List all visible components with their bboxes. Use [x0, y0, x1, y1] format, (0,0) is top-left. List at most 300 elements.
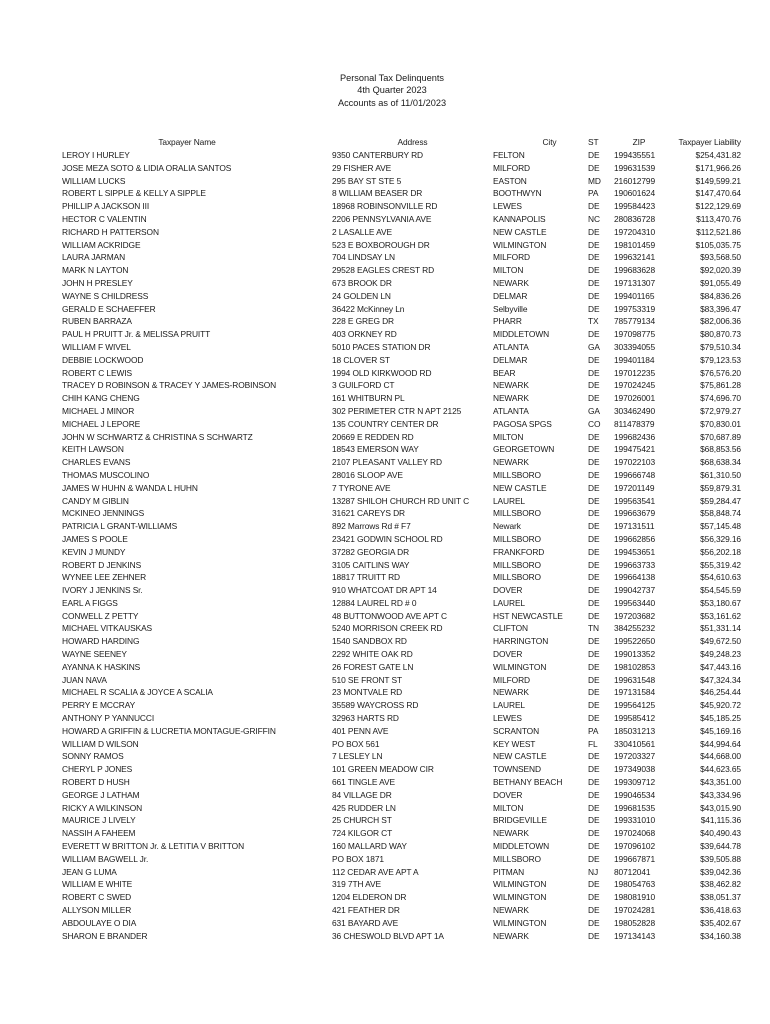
zip-cell: 199663733: [614, 559, 656, 570]
address-cell: 421 FEATHER DR: [332, 905, 400, 916]
state-cell: DE: [588, 802, 600, 813]
address-cell: 631 BAYARD AVE: [332, 917, 399, 928]
liability-cell: $44,668.00: [700, 751, 741, 762]
state-cell: DE: [588, 649, 600, 660]
liability-cell: $171,966.26: [695, 162, 741, 173]
address-cell: 84 VILLAGE DR: [332, 789, 392, 800]
state-cell: DE: [588, 674, 600, 685]
state-cell: DE: [588, 265, 600, 276]
liability-cell: $91,055.49: [700, 277, 741, 288]
zip-cell: 197134143: [614, 930, 656, 941]
taxpayer-name-cell: RUBEN BARRAZA: [62, 316, 132, 327]
city-cell: NEWARK: [493, 687, 529, 698]
state-cell: DE: [588, 853, 600, 864]
city-cell: GEORGETOWN: [493, 444, 555, 455]
address-cell: 135 COUNTRY CENTER DR: [332, 418, 439, 429]
city-cell: MILTON: [493, 265, 524, 276]
taxpayer-name-cell: HECTOR C VALENTIN: [62, 213, 147, 224]
table-row: [62, 610, 741, 623]
state-cell: MD: [588, 175, 601, 186]
state-cell: DE: [588, 661, 600, 672]
address-cell: 18 CLOVER ST: [332, 354, 390, 365]
city-cell: MIDDLETOWN: [493, 329, 550, 340]
state-cell: DE: [588, 879, 600, 890]
state-cell: DE: [588, 892, 600, 903]
table-row: [62, 482, 741, 495]
liability-cell: $46,254.44: [700, 687, 741, 698]
address-cell: 24 GOLDEN LN: [332, 290, 391, 301]
zip-cell: 199631548: [614, 674, 656, 685]
table-row: [62, 853, 741, 866]
zip-cell: 199667871: [614, 853, 656, 864]
zip-cell: 197203682: [614, 610, 656, 621]
zip-cell: 198081910: [614, 892, 656, 903]
taxpayer-name-cell: WILLIAM ACKRIDGE: [62, 239, 141, 250]
liability-cell: $56,329.16: [700, 533, 741, 544]
zip-cell: 811478379: [614, 418, 655, 429]
city-cell: MILFORD: [493, 252, 530, 263]
city-cell: DOVER: [493, 789, 523, 800]
city-cell: LAUREL: [493, 700, 525, 711]
address-cell: 23421 GODWIN SCHOOL RD: [332, 533, 443, 544]
address-cell: PO BOX 561: [332, 738, 380, 749]
table-row: [62, 802, 741, 815]
state-cell: DE: [588, 700, 600, 711]
taxpayer-name-cell: ROBERT L SIPPLE & KELLY A SIPPLE: [62, 188, 206, 199]
address-cell: 302 PERIMETER CTR N APT 2125: [332, 405, 462, 416]
liability-cell: $54,610.63: [700, 572, 741, 583]
address-cell: 35589 WAYCROSS RD: [332, 700, 419, 711]
city-cell: LAUREL: [493, 495, 525, 506]
city-cell: KANNAPOLIS: [493, 213, 546, 224]
liability-cell: $80,870.73: [700, 329, 741, 340]
table-row: [62, 251, 741, 264]
state-cell: DE: [588, 917, 600, 928]
table-row: [62, 725, 741, 738]
state-cell: DE: [588, 789, 600, 800]
city-cell: WILMINGTON: [493, 892, 547, 903]
city-cell: DOVER: [493, 585, 523, 596]
zip-cell: 199013352: [614, 649, 656, 660]
zip-cell: 199666748: [614, 469, 656, 480]
taxpayer-name-cell: WILLIAM D WILSON: [62, 738, 139, 749]
taxpayer-name-cell: ANTHONY P YANNUCCI: [62, 713, 155, 724]
liability-cell: $44,623.65: [700, 764, 741, 775]
liability-cell: $47,443.16: [700, 661, 741, 672]
state-cell: DE: [588, 329, 600, 340]
liability-cell: $55,319.42: [700, 559, 741, 570]
zip-cell: 199632141: [614, 252, 656, 263]
liability-cell: $38,462.82: [700, 879, 741, 890]
city-cell: WILMINGTON: [493, 917, 547, 928]
city-cell: ATLANTA: [493, 341, 529, 352]
table-row: [62, 443, 741, 456]
address-cell: 3105 CAITLINS WAY: [332, 559, 410, 570]
table-row: [62, 776, 741, 789]
zip-cell: 199453651: [614, 546, 656, 557]
report-period: 4th Quarter 2023: [357, 85, 427, 96]
city-cell: HARRINGTON: [493, 636, 549, 647]
taxpayer-name-cell: MICHAEL J LEPORE: [62, 418, 141, 429]
zip-cell: 303462490: [614, 405, 656, 416]
taxpayer-name-cell: JOSE MEZA SOTO & LIDIA ORALIA SANTOS: [62, 162, 232, 173]
taxpayer-name-cell: WAYNE S CHILDRESS: [62, 290, 149, 301]
address-cell: 161 WHITBURN PL: [332, 393, 405, 404]
liability-cell: $83,396.47: [700, 303, 741, 314]
liability-cell: $43,334.96: [700, 789, 741, 800]
liability-cell: $74,696.70: [700, 393, 741, 404]
zip-cell: 197026001: [614, 393, 656, 404]
state-cell: DE: [588, 252, 600, 263]
zip-cell: 199681535: [614, 802, 656, 813]
zip-cell: 199584423: [614, 201, 656, 212]
address-cell: 112 CEDAR AVE APT A: [332, 866, 419, 877]
zip-cell: 199042737: [614, 585, 656, 596]
address-cell: 18968 ROBINSONVILLE RD: [332, 201, 438, 212]
liability-cell: $82,006.36: [700, 316, 741, 327]
table-row: [62, 814, 741, 827]
state-cell: DE: [588, 367, 600, 378]
address-cell: 101 GREEN MEADOW CIR: [332, 764, 434, 775]
table-row: [62, 827, 741, 840]
table-row: [62, 187, 741, 200]
table-row: [62, 584, 741, 597]
address-cell: 319 7TH AVE: [332, 879, 382, 890]
liability-cell: $76,576.20: [700, 367, 741, 378]
taxpayer-name-cell: LEROY I HURLEY: [62, 150, 130, 160]
liability-cell: $149,599.21: [695, 175, 741, 186]
liability-cell: $147,470.64: [695, 188, 741, 199]
state-cell: DE: [588, 559, 600, 570]
table-row: [62, 354, 741, 367]
table-row: [62, 789, 741, 802]
zip-cell: 280836728: [614, 213, 656, 224]
zip-cell: 199753319: [614, 303, 656, 314]
address-cell: 7 TYRONE AVE: [332, 482, 391, 493]
taxpayer-name-cell: CHARLES EVANS: [62, 457, 131, 468]
liability-cell: $35,402.67: [700, 917, 741, 928]
address-cell: 48 BUTTONWOOD AVE APT C: [332, 610, 447, 621]
report-title: Personal Tax Delinquents: [339, 73, 445, 83]
liability-cell: $61,310.50: [700, 469, 741, 480]
taxpayer-name-cell: CANDY M GIBLIN: [62, 495, 129, 506]
city-cell: PITMAN: [493, 866, 525, 877]
state-cell: DE: [588, 393, 600, 404]
taxpayer-name-cell: JAMES W HUHN & WANDA L HUHN: [62, 482, 198, 493]
zip-cell: 197024245: [614, 380, 656, 391]
zip-cell: 80712041: [614, 866, 651, 877]
address-cell: 661 TINGLE AVE: [332, 777, 395, 788]
liability-cell: $70,830.01: [700, 418, 741, 429]
zip-cell: 197098775: [614, 329, 656, 340]
zip-cell: 199475421: [614, 444, 656, 455]
column-header-state: ST: [588, 137, 599, 147]
taxpayer-name-cell: ABDOULAYE O DIA: [62, 917, 137, 928]
city-cell: BRIDGEVILLE: [493, 815, 547, 826]
state-cell: DE: [588, 150, 600, 160]
state-cell: DE: [588, 546, 600, 557]
state-cell: NC: [588, 213, 600, 224]
state-cell: DE: [588, 687, 600, 698]
city-cell: MILFORD: [493, 674, 530, 685]
table-row: [62, 277, 741, 290]
table-row: [62, 341, 741, 354]
state-cell: DE: [588, 585, 600, 596]
city-cell: MILFORD: [493, 162, 530, 173]
city-cell: PHARR: [493, 316, 522, 327]
taxpayer-name-cell: JUAN NAVA: [62, 674, 107, 685]
liability-cell: $39,505.88: [700, 853, 741, 864]
city-cell: FRANKFORD: [493, 546, 545, 557]
address-cell: 160 MALLARD WAY: [332, 841, 407, 852]
zip-cell: 330410561: [614, 738, 656, 749]
taxpayer-name-cell: EARL A FIGGS: [62, 597, 118, 608]
table-row: [62, 264, 741, 277]
zip-cell: 199401165: [614, 290, 655, 301]
liability-cell: $39,042.36: [700, 866, 741, 877]
state-cell: DE: [588, 226, 600, 237]
taxpayer-name-cell: SONNY RAMOS: [62, 751, 124, 762]
taxpayer-name-cell: MARK N LAYTON: [62, 265, 129, 276]
table-row: [62, 226, 741, 239]
table-row: [62, 239, 741, 252]
zip-cell: 197131511: [614, 521, 655, 532]
liability-cell: $38,051.37: [700, 892, 741, 903]
zip-cell: 199309712: [614, 777, 656, 788]
city-cell: BEAR: [493, 367, 516, 378]
zip-cell: 198102853: [614, 661, 656, 672]
address-cell: 510 SE FRONT ST: [332, 674, 403, 685]
taxpayer-name-cell: ROBERT D HUSH: [62, 777, 130, 788]
liability-cell: $49,672.50: [700, 636, 741, 647]
address-cell: 910 WHATCOAT DR APT 14: [332, 585, 437, 596]
state-cell: DE: [588, 277, 600, 288]
state-cell: PA: [588, 188, 599, 199]
table-row: [62, 763, 741, 776]
city-cell: WILMINGTON: [493, 661, 547, 672]
state-cell: DE: [588, 431, 600, 442]
city-cell: MILLSBORO: [493, 572, 541, 583]
taxpayer-name-cell: SHARON E BRANDER: [62, 930, 148, 941]
zip-cell: 199664138: [614, 572, 656, 583]
taxpayer-name-cell: HOWARD HARDING: [62, 636, 140, 647]
zip-cell: 197204310: [614, 226, 656, 237]
address-cell: 1540 SANDBOX RD: [332, 636, 407, 647]
zip-cell: 199662856: [614, 533, 656, 544]
zip-cell: 199682436: [614, 431, 656, 442]
liability-cell: $93,568.50: [700, 252, 741, 263]
state-cell: DE: [588, 572, 600, 583]
table-row: [62, 559, 741, 572]
zip-cell: 199331010: [614, 815, 656, 826]
zip-cell: 216012799: [614, 175, 656, 186]
taxpayer-name-cell: THOMAS MUSCOLINO: [62, 469, 150, 480]
table-row: [62, 469, 741, 482]
taxpayer-name-cell: LAURA JARMAN: [62, 252, 126, 263]
address-cell: 403 ORKNEY RD: [332, 329, 397, 340]
taxpayer-name-cell: MICHAEL VITKAUSKAS: [62, 623, 153, 634]
table-row: [62, 597, 741, 610]
state-cell: DE: [588, 444, 600, 455]
city-cell: NEWARK: [493, 277, 529, 288]
liability-cell: $59,284.47: [700, 495, 741, 506]
address-cell: 32963 HARTS RD: [332, 713, 399, 724]
table-row: [62, 674, 741, 687]
table-row: [62, 303, 741, 316]
city-cell: MILLSBORO: [493, 469, 541, 480]
state-cell: DE: [588, 815, 600, 826]
state-cell: CO: [588, 418, 601, 429]
city-cell: KEY WEST: [493, 738, 536, 749]
taxpayer-name-cell: WILLIAM BAGWELL Jr.: [62, 853, 149, 864]
city-cell: NEWARK: [493, 393, 529, 404]
city-cell: NEWARK: [493, 457, 529, 468]
address-cell: 7 LESLEY LN: [332, 751, 383, 762]
taxpayer-name-cell: PAUL H PRUITT Jr. & MELISSA PRUITT: [62, 329, 211, 340]
zip-cell: 199663679: [614, 508, 656, 519]
table-row: [62, 712, 741, 725]
taxpayer-name-cell: PHILLIP A JACKSON III: [62, 201, 150, 212]
address-cell: 12884 LAUREL RD # 0: [332, 597, 417, 608]
table-row: [62, 328, 741, 341]
state-cell: DE: [588, 457, 600, 468]
taxpayer-name-cell: PERRY E MCCRAY: [62, 700, 136, 711]
taxpayer-name-cell: CONWELL Z PETTY: [62, 610, 139, 621]
table-row: [62, 635, 741, 648]
delinquents-table: [62, 136, 741, 942]
zip-cell: 190601624: [614, 188, 656, 199]
report-header: [0, 72, 770, 109]
city-cell: MILLSBORO: [493, 508, 541, 519]
state-cell: TX: [588, 316, 599, 327]
column-header-city: City: [542, 137, 557, 147]
taxpayer-name-cell: MAURICE J LIVELY: [62, 815, 136, 826]
city-cell: EASTON: [493, 175, 527, 186]
zip-cell: 185031213: [614, 725, 656, 736]
taxpayer-name-cell: WILLIAM E WHITE: [62, 879, 133, 890]
address-cell: 36 CHESWOLD BLVD APT 1A: [332, 930, 444, 941]
state-cell: DE: [588, 777, 600, 788]
taxpayer-name-cell: PATRICIA L GRANT-WILLIAMS: [62, 521, 178, 532]
address-cell: 523 E BOXBOROUGH DR: [332, 239, 430, 250]
address-cell: 401 PENN AVE: [332, 725, 389, 736]
address-cell: 9350 CANTERBURY RD: [332, 150, 423, 160]
taxpayer-name-cell: MICHAEL J MINOR: [62, 405, 135, 416]
column-header-address: Address: [397, 137, 428, 147]
city-cell: MILTON: [493, 431, 524, 442]
address-cell: 18817 TRUITT RD: [332, 572, 401, 583]
city-cell: BOOTHWYN: [493, 188, 542, 199]
liability-cell: $68,638.34: [700, 457, 741, 468]
state-cell: DE: [588, 828, 600, 839]
zip-cell: 197096102: [614, 841, 656, 852]
table-header-row: [62, 136, 741, 149]
taxpayer-name-cell: MICHAEL R SCALIA & JOYCE A SCALIA: [62, 687, 213, 698]
taxpayer-name-cell: AYANNA K HASKINS: [62, 661, 141, 672]
address-cell: 892 Marrows Rd # F7: [332, 521, 411, 532]
liability-cell: $47,324.34: [700, 674, 741, 685]
table-row: [62, 520, 741, 533]
city-cell: Newark: [493, 521, 521, 532]
zip-cell: 199563541: [614, 495, 656, 506]
taxpayer-name-cell: RICKY A WILKINSON: [62, 802, 143, 813]
taxpayer-name-cell: MCKINEO JENNINGS: [62, 508, 145, 519]
address-cell: 36422 McKinney Ln: [332, 303, 405, 314]
liability-cell: $54,545.59: [700, 585, 741, 596]
city-cell: MILLSBORO: [493, 533, 541, 544]
city-cell: SCRANTON: [493, 725, 540, 736]
table-row: [62, 866, 741, 879]
table-row: [62, 456, 741, 469]
table-row: [62, 878, 741, 891]
city-cell: MIDDLETOWN: [493, 841, 550, 852]
state-cell: DE: [588, 841, 600, 852]
state-cell: TN: [588, 623, 599, 634]
city-cell: NEW CASTLE: [493, 751, 547, 762]
city-cell: FELTON: [493, 150, 525, 160]
zip-cell: 197349038: [614, 764, 656, 775]
liability-cell: $53,180.67: [700, 597, 741, 608]
liability-cell: $75,861.28: [700, 380, 741, 391]
address-cell: 8 WILLIAM BEASER DR: [332, 188, 423, 199]
liability-cell: $40,490.43: [700, 828, 741, 839]
address-cell: 28016 SLOOP AVE: [332, 469, 403, 480]
table-row: [62, 891, 741, 904]
zip-cell: 198052828: [614, 917, 656, 928]
address-cell: 228 E GREG DR: [332, 316, 394, 327]
city-cell: HST NEWCASTLE: [493, 610, 563, 621]
table-row: [62, 917, 741, 930]
zip-cell: 199046534: [614, 789, 656, 800]
table-row: [62, 213, 741, 226]
liability-cell: $79,510.34: [700, 341, 741, 352]
table-row: [62, 904, 741, 917]
state-cell: DE: [588, 764, 600, 775]
address-cell: 25 CHURCH ST: [332, 815, 392, 826]
city-cell: NEW CASTLE: [493, 482, 547, 493]
taxpayer-name-cell: ROBERT D JENKINS: [62, 559, 142, 570]
liability-cell: $45,185.25: [700, 713, 741, 724]
state-cell: DE: [588, 597, 600, 608]
city-cell: NEWARK: [493, 828, 529, 839]
taxpayer-name-cell: HOWARD A GRIFFIN & LUCRETIA MONTAGUE-GRIFFIN: [62, 725, 276, 736]
taxpayer-name-cell: CHERYL P JONES: [62, 764, 133, 775]
zip-cell: 303394055: [614, 341, 656, 352]
liability-cell: $58,848.74: [700, 508, 741, 519]
zip-cell: 198101459: [614, 239, 656, 250]
taxpayer-name-cell: RICHARD H PATTERSON: [62, 226, 159, 237]
address-cell: 2292 WHITE OAK RD: [332, 649, 413, 660]
state-cell: DE: [588, 636, 600, 647]
taxpayer-name-cell: GEORGE J LATHAM: [62, 789, 140, 800]
state-cell: NJ: [588, 866, 599, 877]
taxpayer-name-cell: WYNEE LEE ZEHNER: [62, 572, 147, 583]
state-cell: DE: [588, 303, 600, 314]
liability-cell: $51,331.14: [700, 623, 741, 634]
liability-cell: $56,202.18: [700, 546, 741, 557]
column-header-liability: Taxpayer Liability: [678, 137, 741, 147]
city-cell: ATLANTA: [493, 405, 529, 416]
zip-cell: 198054763: [614, 879, 656, 890]
taxpayer-name-cell: WILLIAM F WIVEL: [62, 341, 131, 352]
table-row: [62, 738, 741, 751]
report-as-of-date: Accounts as of 11/01/2023: [337, 97, 447, 108]
zip-cell: 199563440: [614, 597, 656, 608]
address-cell: 1994 OLD KIRKWOOD RD: [332, 367, 432, 378]
liability-cell: $68,853.56: [700, 444, 741, 455]
table-row: [62, 571, 741, 584]
state-cell: PA: [588, 725, 599, 736]
